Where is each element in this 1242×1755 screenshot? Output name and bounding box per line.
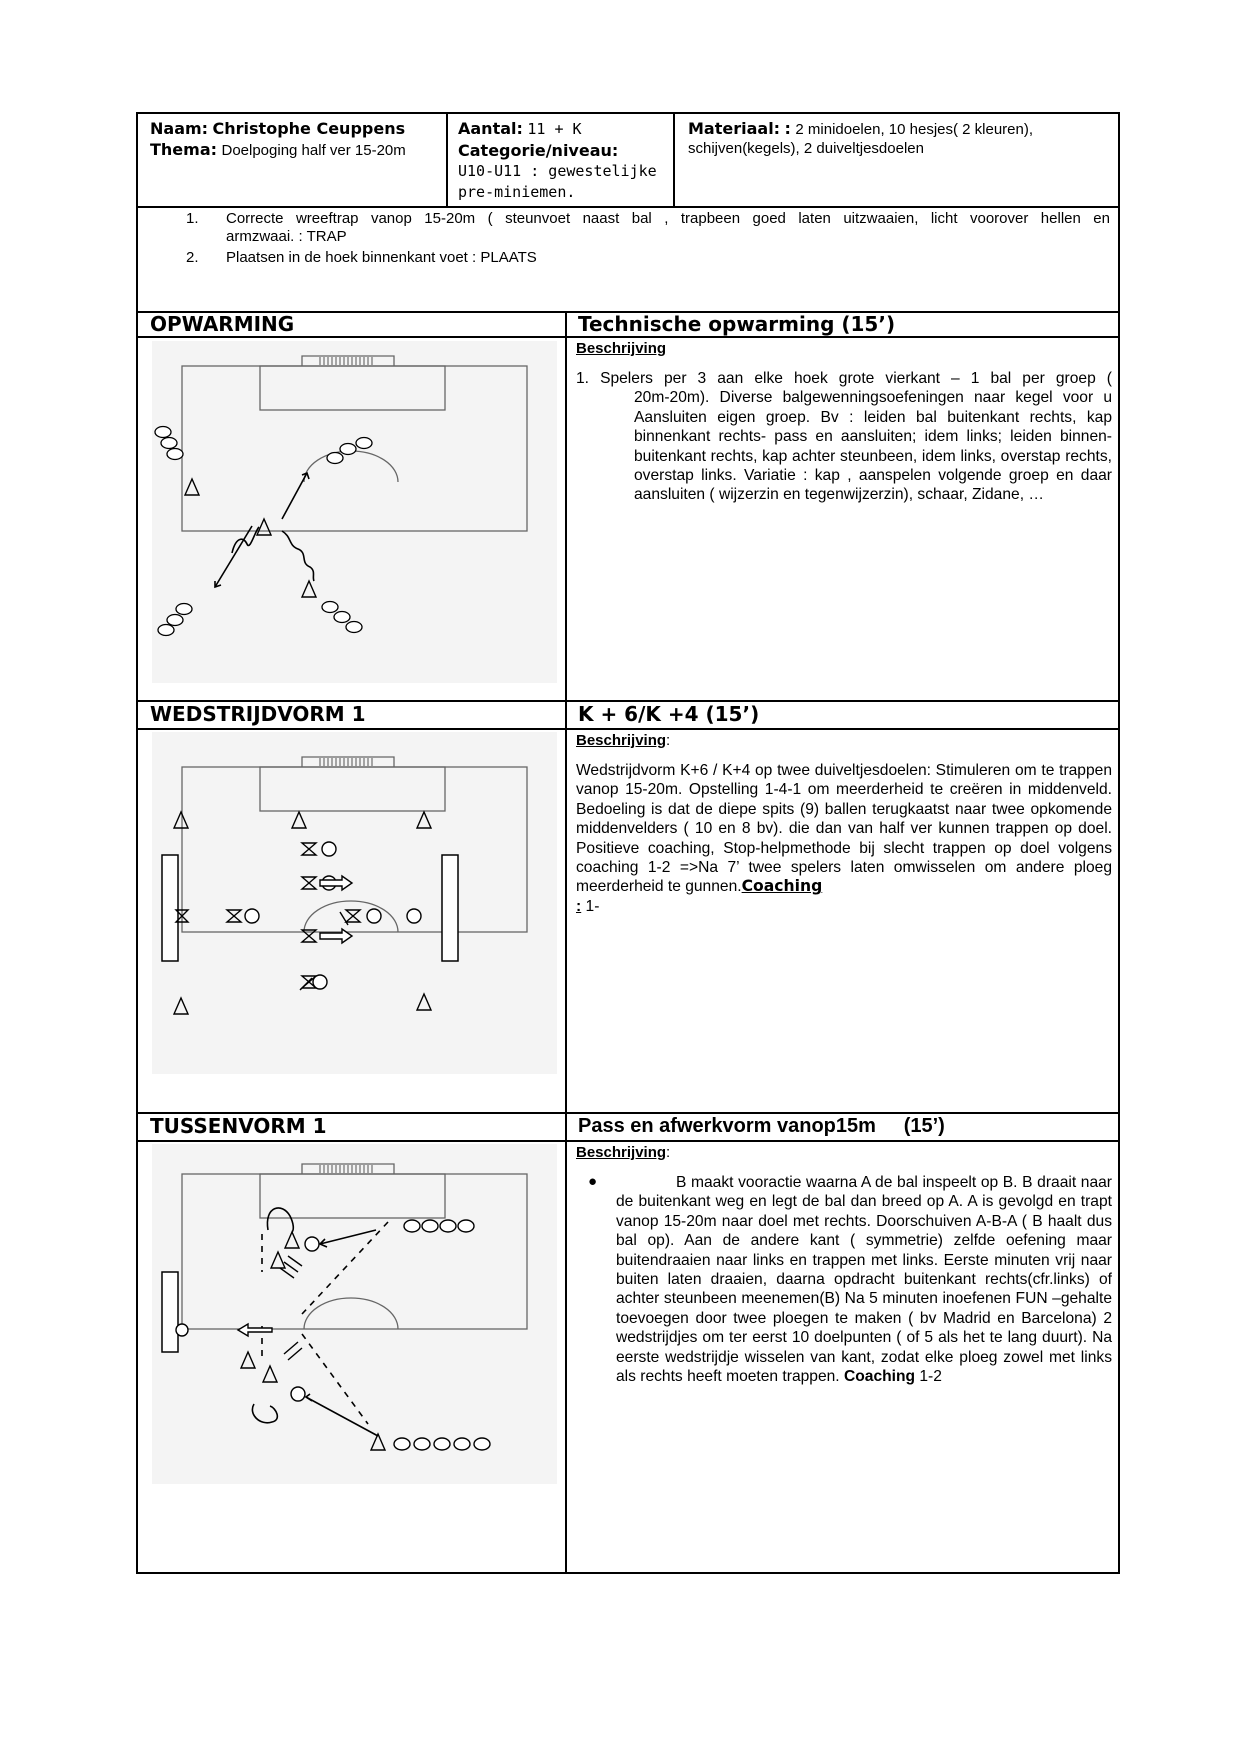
goal-item [186,248,1110,268]
aantal-label: Aantal: [458,119,523,138]
description-label: Beschrijving [576,340,667,357]
opwarming-description [576,340,1112,505]
header-materiaal [688,118,1113,158]
goal-text: Correcte wreeftrap vanop 15-20m ( steunvoet naast bal , trapbeen goed laten uitzwaaien, licht voorover hellen en [226,210,1110,227]
section-title-wedstrijdvorm: K + 6/K +4 (15’) [578,702,760,726]
divider [673,114,675,206]
divider [138,336,1118,338]
section-label-opwarming: OPWARMING [150,312,295,336]
section-label-wedstrijdvorm: WEDSTRIJDVORM 1 [150,702,366,726]
coaching-value: 1- [581,897,600,915]
thema-label: Thema: [150,140,218,159]
materiaal-sep: : [784,119,791,138]
section-label-tussenvorm: TUSSENVORM 1 [150,1114,327,1138]
item-number: 1. [576,370,590,387]
header-naam-thema [150,118,442,161]
goal-text-cont: armzwaai. : TRAP [226,228,347,245]
divider [138,1140,1118,1142]
header-aantal-categorie [458,118,670,203]
coaching-value: 1-2 [915,1368,942,1386]
section-title-opwarming: Technische opwarming (15’) [578,312,896,336]
description-bullet-item [576,1173,1112,1386]
description-body [576,761,1112,916]
description-body [616,1173,1112,1386]
divider [138,206,1118,208]
aantal-value: 11 + K [527,120,582,138]
description-text: Wedstrijdvorm K+6 / K+4 op twee duiveltjesdoelen: Stimuleren om te trappen vanop 15-20m. Opstelling 1-4-1 om meerderheid te creëren in middenveld. Bedoeling is dat de diepe spits (9) ballen terugkaatst naar twee opkomende middenvelders ( 10 en 8 bv). die dan van half ver kunnen trappen op doel. Positieve coaching, Stop-helpmethode bij slecht trappen op doel volgens coaching 1-2 =>Na 7’ twee spelers laten omwisselen om andere ploeg meerderheid te gunnen. [576,762,1112,896]
coaching-label: Coaching [844,1368,916,1386]
description-label-row [576,1144,1112,1161]
categorie-value-2: pre-miniemen. [458,183,576,201]
tussenvorm-diagram [152,1144,557,1484]
bullet-icon: ● [588,1173,598,1190]
description-label-colon: : [666,732,671,749]
description-label-row [576,732,1112,749]
description-label-colon: : [666,1144,671,1161]
session-sheet [136,112,1120,1574]
categorie-value-1: U10-U11 : gewestelijke [458,162,657,180]
description-first-line [576,369,1112,388]
materiaal-label: Materiaal: [688,119,781,138]
tussenvorm-description [576,1144,1112,1386]
coaching-label: Coaching [741,877,823,896]
naam-label: Naam: [150,119,209,138]
goal-item [186,210,1110,248]
materiaal-value-1: 2 minidoelen, 10 hesjes( 2 kleuren), [795,121,1034,138]
opwarming-diagram [152,341,557,683]
materiaal-value-2: schijven(kegels), 2 duiveltjesdoelen [688,140,924,157]
wedstrijdvorm-diagram [152,732,557,1074]
column-divider [565,311,567,1574]
naam-value: Christophe Ceuppens [212,119,406,138]
divider [138,728,1118,730]
goal-number: 1. [186,210,199,227]
divider [446,114,448,206]
description-label: Beschrijving [576,732,667,749]
description-body: 20m-20m). Diverse balgewenningsoefeningen naar kegel voor u Aansluiten eigen groep. Bv : leiden bal buitenkant rechts, kap binnenkant rechts- pass en aansluiten; idem links; leiden binnen-buitenkant rechts, kap achter steunbeen, idem links, overstap rechts, overstap links. Variatie : kap , aanspelen volgende groep en daar aansluiten ( wijzerzin en tegenwijzerzin), schaar, Zidane, … [634,389,1112,504]
description-label: Beschrijving [576,1144,667,1161]
goal-text: Plaatsen in de hoek binnenkant voet : PLAATS [226,249,537,266]
thema-value: Doelpoging half ver 15-20m [221,142,406,159]
goal-number: 2. [186,249,199,266]
coaching-colon: : [576,897,582,915]
item-first-text: Spelers per 3 aan elke hoek grote vierkant – 1 bal per groep ( [600,370,1112,387]
section-title-tussenvorm: Pass en afwerkvorm vanop15m (15’) [578,1115,945,1137]
description-text: B maakt vooractie waarna A de bal inspeelt op B. B draait naar de buitenkant weg en legt de bal dan breed op A. A is gevolgd en trapt vanop 15-20m naar doel met rechts. Doorschuiven A-B-A ( B haalt dus bal op). Aan de andere kant ( symmetrie) zelfde oefening maar buitendraaien naar links en trappen met links. Eerste minuten vrij naar buiten laten draaien, daarna opdracht buitenkant rechts(cfr.links) of achter steunbeen meenemen(B) Na 5 minuten inoefenen FUN –gehalte toevoegen door twee ploegen te maken ( bv Madrid en Barcelona) 2 wedstrijdjes om ter eerst 10 doelpunten ( of 5 als het te lang duurt). Na eerste wedstrijdje wisselen van kant, zodat elke ploeg zowel met links als rechts heeft moeten trappen. [616,1174,1112,1386]
goals-list [186,210,1110,268]
wedstrijdvorm-description [576,732,1112,916]
categorie-label: Categorie/niveau: [458,141,619,160]
